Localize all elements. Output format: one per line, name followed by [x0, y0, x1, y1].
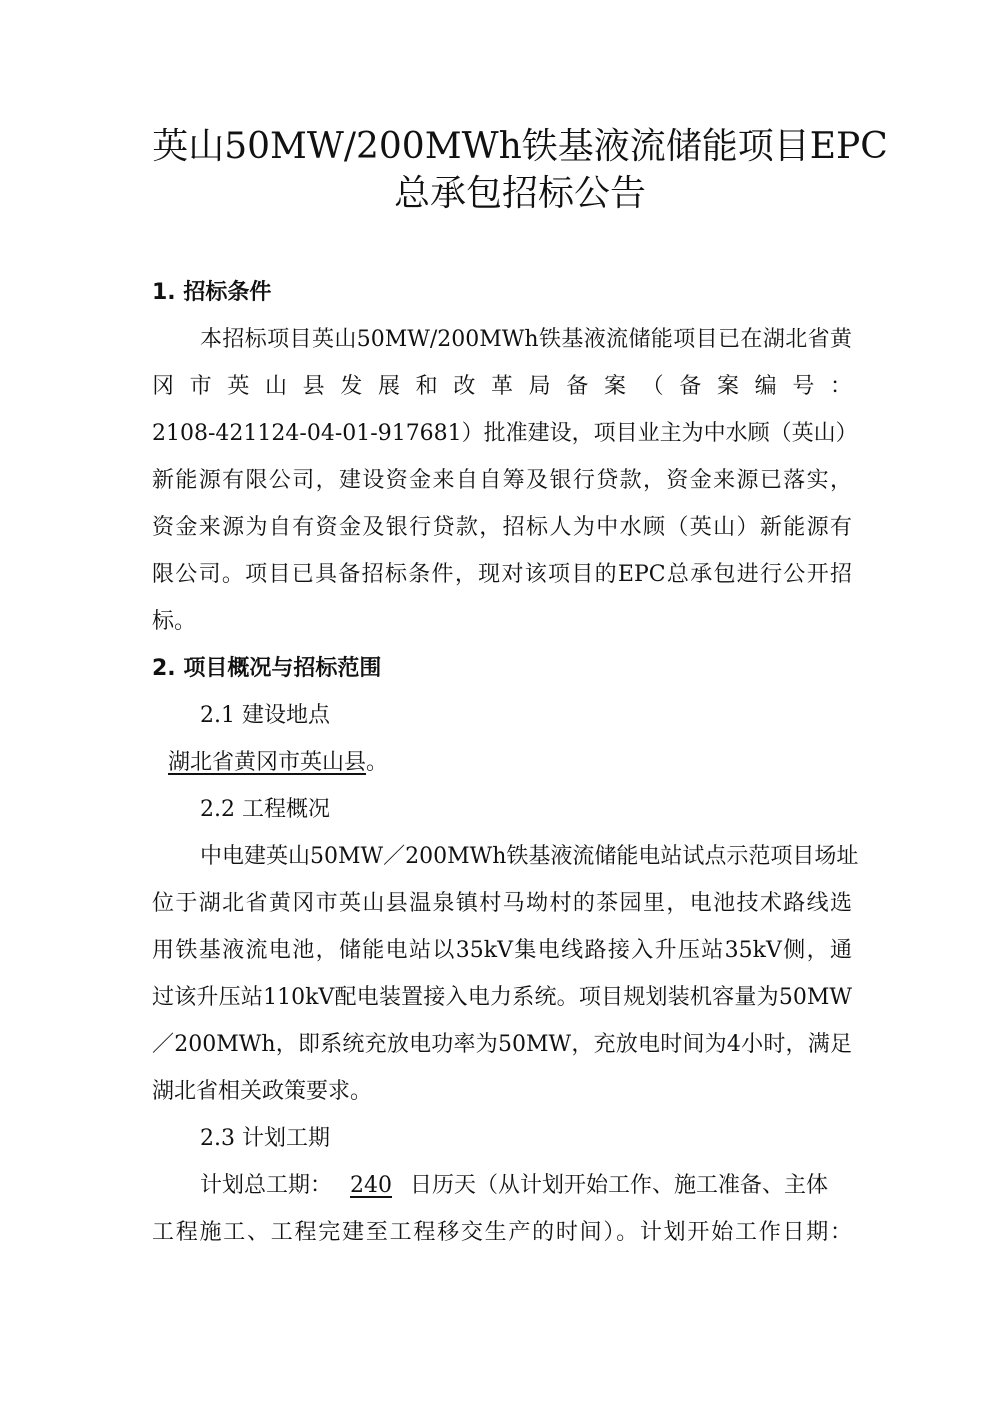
project-overview-line: 位于湖北省黄冈市英山县温泉镇村马坳村的茶园里，电池技术路线选 [152, 891, 852, 916]
project-overview-line: 湖北省相关政策要求。 [152, 1079, 373, 1104]
section-1-paragraph-line: 本招标项目英山50MW/200MWh铁基液流储能项目已在湖北省黄 [200, 327, 852, 352]
section-1-paragraph-line: 2108-421124-04-01-917681）批准建设，项目业主为中水顾（英山） [152, 421, 858, 446]
construction-location [168, 748, 868, 778]
project-overview-line: ／200MWh，即系统充放电功率为50MW，充放电时间为4小时，满足 [152, 1032, 852, 1057]
subsection-2-2-title: 2.2 工程概况 [200, 797, 330, 822]
duration-value: 240 [350, 1173, 393, 1198]
duration-prefix: 计划总工期： [200, 1173, 333, 1198]
section-1-paragraph-line: 标。 [152, 609, 197, 634]
document-title-line-1: 英山50MW/200MWh铁基液流储能项目EPC [152, 126, 888, 167]
project-overview-line: 用铁基液流电池，储能电站以35kV集电线路接入升压站35kV侧，通 [152, 938, 852, 963]
section-1-paragraph-line: 资金来源为自有资金及银行贷款，招标人为中水顾（英山）新能源有 [152, 515, 852, 540]
planned-duration-line [152, 1171, 900, 1201]
location-value: 湖北省黄冈市英山县 [168, 750, 367, 775]
project-overview-line: 过该升压站110kV配电装置接入电力系统。项目规划装机容量为50MW [152, 985, 852, 1010]
document-title-line-2: 总承包招标公告 [393, 173, 646, 214]
section-1-paragraph-line: 冈市英山县发展和改革局备案（备案编号： [152, 374, 852, 399]
section-1-heading: 1. 招标条件 [152, 280, 272, 305]
planned-duration-line-2: 工程施工、工程完建至工程移交生产的时间）。计划开始工作日期： [152, 1220, 852, 1245]
location-suffix: 。 [366, 750, 389, 775]
duration-suffix: 日历天（从计划开始工作、施工准备、主体 [410, 1173, 829, 1198]
subsection-2-1-title: 2.1 建设地点 [200, 703, 330, 728]
section-1-paragraph-line: 限公司。项目已具备招标条件，现对该项目的EPC总承包进行公开招 [152, 562, 852, 587]
project-overview-line: 中电建英山50MW／200MWh铁基液流储能电站试点示范项目场址 [200, 844, 859, 869]
subsection-2-3-title: 2.3 计划工期 [200, 1126, 330, 1151]
section-1-paragraph-line: 新能源有限公司，建设资金来自自筹及银行贷款，资金来源已落实， [152, 468, 852, 493]
section-2-heading: 2. 项目概况与招标范围 [152, 656, 382, 681]
